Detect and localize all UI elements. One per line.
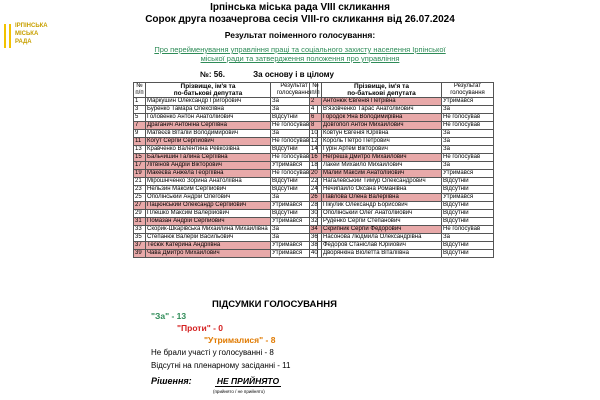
row-number: 23 [134,186,146,194]
table-row [310,170,494,178]
row-number: 12 [310,138,322,146]
vote-result: Відсутній [442,202,494,210]
row-number: 9 [134,130,146,138]
table-row [134,186,318,194]
table-row [310,186,494,194]
vote-number: №: 56. [200,70,225,79]
summary-za: "За" - 13 [151,311,187,321]
vote-result: Утримався [442,194,494,202]
table-row [310,226,494,234]
row-number: 14 [310,146,322,154]
deputy-name: Головенко Антон Анатолійович [146,114,271,122]
col-num: № п/п [135,83,144,96]
table-row [310,250,494,258]
deputy-name: Ополінський Олег Анатолійович [322,210,442,218]
row-number: 30 [310,210,322,218]
vote-result: Відсутній [271,210,318,218]
row-number: 33 [134,226,146,234]
table-row [134,138,318,146]
vote-result: Не голосував [271,154,318,162]
table-row [134,98,318,106]
row-number: 26 [310,194,322,202]
deputy-name: Маркушин Олександр Григорович [146,98,271,106]
row-number: 29 [134,210,146,218]
row-number: 11 [134,138,146,146]
vote-result: Утримався [271,242,318,250]
vote-result: За [271,130,318,138]
votes-table-right [309,82,494,258]
table-row [310,154,494,162]
row-number: 1 [134,98,146,106]
vote-result: Не голосував [442,122,494,130]
row-number: 4 [310,106,322,114]
vote-result: За [442,138,494,146]
deputy-name: В'язовченко Тарас Анатолійович [322,106,442,114]
row-number: 25 [134,194,146,202]
vote-result: За [442,234,494,242]
deputy-name: Когут Сергій Сергійович [146,138,271,146]
table-row [134,114,318,122]
vote-result: Відсутній [271,178,318,186]
vote-result: За [271,98,318,106]
row-number: 19 [134,170,146,178]
row-number: 34 [310,226,322,234]
vote-result: Відсутній [442,218,494,226]
col-name: Прізвище, ім'я та по-батькові депутата [322,83,442,98]
table-row [310,194,494,202]
deputy-name: Ковтун Євгенія Юріївна [322,130,442,138]
vote-result: За [442,130,494,138]
vote-result: Утримався [442,170,494,178]
table-row [134,154,318,162]
row-number: 21 [134,178,146,186]
decision-label: Рішення: [151,376,192,386]
table-row [134,162,318,170]
votes-right-body [310,98,494,258]
row-number: 8 [310,122,322,130]
table-row [134,194,318,202]
vote-result: Відсутній [442,178,494,186]
table-row [310,106,494,114]
decision-note: (прийнято / не прийнято) [213,389,265,394]
table-row [310,242,494,250]
vote-result: За [442,146,494,154]
vote-topic: Про перейменування управління праці та соціального захисту населення Ірпінської міської ради та затвердження положення про управління [154,45,446,63]
row-number: 20 [310,170,322,178]
deputy-name: Гурін Артем Вікторович [322,146,442,154]
table-row [310,178,494,186]
table-row [310,162,494,170]
deputy-name: Антонюк Євгенія Петрівна [322,98,442,106]
summary-proty: "Проти" - 0 [177,323,224,333]
votes-left-body [134,98,318,258]
summary-utrymalysia: "Утрималися" - 8 [204,335,276,345]
deputy-name: Буренко Тамара Олексіївна [146,106,271,114]
deputy-name: Насонова Людмила Олександрівна [322,234,442,242]
vote-result: За [271,226,318,234]
vote-result: Відсутній [271,186,318,194]
row-number: 2 [310,98,322,106]
vote-result: Не голосував [442,114,494,122]
table-row [134,250,318,258]
row-number: 37 [134,242,146,250]
vote-result: Відсутній [271,146,318,154]
deputy-name: Кравченко Валентина Ревкозівна [146,146,271,154]
col-result: Результат голосування [442,83,494,98]
vote-result: Відсутній [442,210,494,218]
deputy-name: Дворянкіна Віолетта Віталіївна [322,250,442,258]
deputy-name: Ополінський Андрій Олегович [146,194,271,202]
vote-basis: За основу і в цілому [253,70,334,79]
vote-result: Відсутній [442,250,494,258]
table-row [310,98,494,106]
decision-value: НЕ ПРИЙНЯТО [216,376,280,386]
row-number: 32 [310,218,322,226]
vote-result: За [442,106,494,114]
vote-result: За [442,162,494,170]
deputy-name: Макеєва Анжела Георгіївна [146,170,271,178]
row-number: 35 [134,234,146,242]
vote-result: Не голосував [271,122,318,130]
vote-result: За [271,194,318,202]
row-number: 36 [310,234,322,242]
row-number: 18 [310,162,322,170]
vote-result: Не голосував [442,226,494,234]
deputy-name: Помазан Андрій Сергійович [146,218,271,226]
table-row [134,170,318,178]
row-number: 27 [134,202,146,210]
row-number: 24 [310,186,322,194]
row-number: 22 [310,178,322,186]
deputy-name: Городок Яна Володимирівна [322,114,442,122]
table-row [310,202,494,210]
vote-result: Відсутній [271,114,318,122]
deputy-name: Король Петро Петрович [322,138,442,146]
table-row [134,234,318,242]
table-row [134,106,318,114]
logo-mark-icon [4,24,11,48]
deputy-name: Лакей Михайло Михайлович [322,162,442,170]
deputy-name: Драганич Антоніна Сергіївна [146,122,271,130]
row-number: 16 [310,154,322,162]
row-number: 31 [134,218,146,226]
vote-result: Утримався [271,162,318,170]
table-row [134,130,318,138]
table-row [310,210,494,218]
row-number: 3 [134,106,146,114]
deputy-name: Пацюнський Олександр Сергійович [146,202,271,210]
table-row [134,242,318,250]
deputy-name: Нечипайло Оксана Романівна [322,186,442,194]
deputy-name: Степанюк Валерій Васильович [146,234,271,242]
col-result: Результат голосування [271,83,318,98]
table-row [134,122,318,130]
deputy-name: Чава Дмитро Михайлович [146,250,271,258]
row-number: 28 [310,202,322,210]
row-number: 38 [310,242,322,250]
summary-vidsutni: Відсутні на пленарному засіданні - 11 [151,361,291,370]
table-row [134,226,318,234]
summary-ne-braly: Не брали участі у голосуванні - 8 [151,348,274,357]
table-row [310,114,494,122]
table-row [134,210,318,218]
row-number: 6 [310,114,322,122]
deputy-name: Літвінов Андрій Вікторович [146,162,271,170]
vote-result: Утримався [271,250,318,258]
vote-result: Не голосував [442,154,494,162]
row-number: 10 [310,130,322,138]
results-subtitle: Результат поіменного голосування: [224,30,376,40]
vote-result: Відсутній [442,242,494,250]
row-number: 40 [310,250,322,258]
row-number: 5 [134,114,146,122]
table-row [134,146,318,154]
table-row [310,234,494,242]
col-num: № п/п [311,83,320,96]
deputy-name: Негреша Дмитро Михайлович [322,154,442,162]
deputy-name: Матвєєв Віталій Володимирович [146,130,271,138]
table-row [310,218,494,226]
row-number: 17 [134,162,146,170]
table-row [310,146,494,154]
deputy-name: Скрипник Сергій Федорович [322,226,442,234]
vote-result: Не голосував [271,170,318,178]
row-number: 39 [134,250,146,258]
vote-result: За [271,234,318,242]
deputy-name: Плешко Максим Валерійович [146,210,271,218]
deputy-name: Павлова Олена Валеріївна [322,194,442,202]
vote-result: Утримався [271,218,318,226]
summary-title: ПІДСУМКИ ГОЛОСУВАННЯ [212,299,337,310]
vote-number-line [200,70,334,79]
table-row [134,178,318,186]
table-row [310,130,494,138]
vote-result: Утримався [442,98,494,106]
deputy-name: Нагалевський Тимур Олександрович [322,178,442,186]
deputy-name: Руденко Сергій Степанович [322,218,442,226]
deputy-name: Пікулик Олександр Борисович [322,202,442,210]
deputy-name: Скорик-Шкарівська Михайлина Михайлівна [146,226,271,234]
deputy-name: Малий Максим Анатолійович [322,170,442,178]
deputy-name: Мірошніченко Зорина Анатоліївна [146,178,271,186]
deputy-name: Тесюк Катерина Андріївна [146,242,271,250]
row-number: 15 [134,154,146,162]
logo-text: ІРПІНСЬКА МІСЬКА РАДА [15,23,48,45]
deputy-name: Федоров Станіслав Юрійович [322,242,442,250]
table-row [134,218,318,226]
table-row [310,122,494,130]
vote-result: Відсутній [442,186,494,194]
vote-result: За [271,106,318,114]
deputy-name: Бальчишин Галина Сергіївна [146,154,271,162]
votes-table-left [133,82,318,258]
vote-result: Утримався [271,202,318,210]
row-number: 7 [134,122,146,130]
table-row [310,138,494,146]
council-title: Ірпінська міська рада VIII скликання [210,2,390,13]
deputy-name: Нельзин Максим Сергійович [146,186,271,194]
table-row [134,202,318,210]
vote-result: Не голосував [271,138,318,146]
row-number: 13 [134,146,146,154]
col-name: Прізвище, ім'я та по-батькові депутата [146,83,271,98]
session-title: Сорок друга позачергова сесія VIII-го скликання від 26.07.2024 [145,14,455,25]
deputy-name: Довгопол Антон Михайлович [322,122,442,130]
